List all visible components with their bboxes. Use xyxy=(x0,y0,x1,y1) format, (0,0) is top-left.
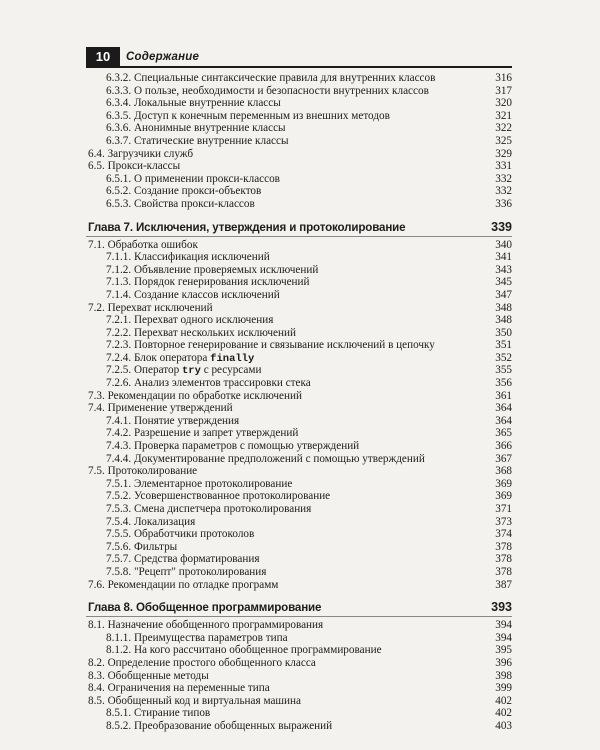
entry-page: 340 xyxy=(495,238,512,251)
entry-page: 398 xyxy=(495,669,512,682)
entry-page: 355 xyxy=(495,364,512,377)
entry-title: 8.5.1. Стирание типов xyxy=(106,707,211,720)
entry-title: 7.6. Рекомендации по отладке программ xyxy=(88,578,279,591)
entry-page: 321 xyxy=(495,109,512,122)
entry-title: 7.2. Перехват исключений xyxy=(88,301,213,314)
entry-page: 378 xyxy=(495,540,512,553)
toc-entry xyxy=(86,85,512,98)
entry-title: 6.5.3. Свойства прокси-классов xyxy=(106,197,255,210)
toc-entry xyxy=(86,682,512,695)
entry-title xyxy=(106,364,261,378)
toc-entry xyxy=(86,276,512,289)
entry-title: 8.5.2. Преобразование обобщенных выражений xyxy=(106,719,333,732)
toc-entry xyxy=(86,339,512,352)
entry-page: 402 xyxy=(495,694,512,707)
entry-title: 6.5.1. О применении прокси-классов xyxy=(106,172,280,185)
toc-entry xyxy=(86,579,512,592)
entry-title: 8.4. Ограничения на переменные типа xyxy=(88,682,270,695)
entry-title: 7.5.7. Средства форматирования xyxy=(106,553,260,566)
header-rule xyxy=(86,66,512,68)
entry-page: 394 xyxy=(495,619,512,632)
entry-page: 361 xyxy=(495,389,512,402)
entry-title: 6.5. Прокси-классы xyxy=(88,160,181,173)
entry-page: 322 xyxy=(495,122,512,135)
toc-entry xyxy=(86,198,512,211)
entry-title: 7.5.3. Смена диспетчера протоколирования xyxy=(106,503,312,515)
page-header xyxy=(86,47,512,67)
toc-entry xyxy=(86,490,512,503)
entry-title: 7.5.4. Локализация xyxy=(106,515,196,528)
entry-title-text: 7.2.4. Блок оператора xyxy=(106,351,211,364)
entry-page: 332 xyxy=(495,172,512,185)
entry-page: 352 xyxy=(495,351,512,364)
toc-entry xyxy=(86,302,512,315)
toc-entry xyxy=(86,644,512,657)
toc-entry xyxy=(86,135,512,148)
entry-page: 316 xyxy=(495,72,512,84)
toc-entry xyxy=(86,528,512,541)
entry-title: 6.3.5. Доступ к конечным переменным из внешних методов xyxy=(106,109,390,122)
entry-page: 347 xyxy=(495,288,512,301)
entry-title: 7.2.1. Перехват одного исключения xyxy=(106,314,274,327)
entry-title: 7.4.2. Разрешение и запрет утверждений xyxy=(106,427,299,440)
chapter-title: Глава 7. Исключения, утверждения и протоколирование xyxy=(88,220,406,234)
entry-title: 6.3.7. Статические внутренние классы xyxy=(106,134,289,147)
entry-page: 374 xyxy=(495,528,512,541)
toc-entry xyxy=(86,122,512,135)
entry-title: 7.5.8. "Рецепт" протоколирования xyxy=(106,565,267,578)
entry-page: 343 xyxy=(495,263,512,276)
toc-entry xyxy=(86,566,512,579)
entry-title: 8.1.2. На кого рассчитано обобщенное программирование xyxy=(106,644,382,657)
toc-entry xyxy=(86,97,512,110)
entry-title: 7.5.6. Фильтры xyxy=(106,540,178,553)
toc-entry xyxy=(86,427,512,440)
toc-entry xyxy=(86,72,512,85)
entry-title: 7.5.2. Усовершенствованное протоколирование xyxy=(106,490,331,503)
toc-group xyxy=(86,239,512,592)
entry-page: 348 xyxy=(495,314,512,327)
toc-entry xyxy=(86,185,512,198)
entry-page: 366 xyxy=(495,440,512,453)
entry-title: 7.2.2. Перехват нескольких исключений xyxy=(106,326,296,339)
toc-entry xyxy=(86,364,512,377)
entry-page: 395 xyxy=(495,644,512,657)
entry-title: 7.4. Применение утверждений xyxy=(88,402,233,415)
chapter-heading xyxy=(86,214,512,237)
entry-page: 350 xyxy=(495,326,512,339)
entry-title: 8.2. Определение простого обобщенного класса xyxy=(88,656,316,669)
toc-entry xyxy=(86,314,512,327)
entry-title: 7.2.6. Анализ элементов трассировки стека xyxy=(106,377,311,390)
entry-page: 336 xyxy=(495,197,512,210)
entry-page: 356 xyxy=(495,377,512,390)
entry-page: 367 xyxy=(495,452,512,465)
entry-title: 7.1.3. Порядок генерирования исключений xyxy=(106,276,310,289)
entry-title: 7.1.4. Создание классов исключений xyxy=(106,288,280,301)
entry-page: 341 xyxy=(495,251,512,264)
entry-page: 365 xyxy=(495,427,512,440)
toc-group xyxy=(86,619,512,732)
entry-page: 317 xyxy=(495,84,512,97)
toc-entry xyxy=(86,110,512,123)
toc-entry xyxy=(86,377,512,390)
entry-title: 7.2.3. Повторное генерирование и связывание исключений в цепочку xyxy=(106,339,435,352)
entry-title: 8.1. Назначение обобщенного программирования xyxy=(88,619,324,632)
entry-page: 364 xyxy=(495,414,512,427)
running-title: Содержание xyxy=(126,51,200,63)
entry-title: 6.3.6. Анонимные внутренние классы xyxy=(106,122,286,135)
toc-entry xyxy=(86,148,512,161)
toc-entry xyxy=(86,264,512,277)
entry-title: 7.5.1. Элементарное протоколирование xyxy=(106,477,293,490)
entry-title xyxy=(106,352,254,366)
toc-entry xyxy=(86,289,512,302)
entry-page: 325 xyxy=(495,134,512,147)
entry-page: 368 xyxy=(495,465,512,478)
toc-entry xyxy=(86,327,512,340)
entry-page: 369 xyxy=(495,477,512,490)
toc-entry xyxy=(86,541,512,554)
entry-title: 7.1.1. Классификация исключений xyxy=(106,251,270,264)
code-keyword: try xyxy=(182,365,201,378)
entry-page: 331 xyxy=(495,160,512,173)
entry-page: 402 xyxy=(495,707,512,720)
entry-page: 364 xyxy=(495,402,512,415)
entry-title: 8.1.1. Преимущества параметров типа xyxy=(106,631,288,644)
entry-title: 6.5.2. Создание прокси-объектов xyxy=(106,185,262,198)
entry-title: 7.4.3. Проверка параметров с помощью утверждений xyxy=(106,440,360,453)
entry-title: 8.5. Обобщенный код и виртуальная машина xyxy=(88,694,301,707)
entry-page: 320 xyxy=(495,97,512,110)
entry-page: 394 xyxy=(495,631,512,644)
entry-page: 387 xyxy=(495,578,512,591)
entry-page: 373 xyxy=(495,515,512,528)
entry-page: 403 xyxy=(495,719,512,732)
toc-entry xyxy=(86,503,512,516)
chapter-page: 339 xyxy=(491,219,512,234)
entry-page: 371 xyxy=(495,503,512,515)
entry-title: 6.3.4. Локальные внутренние классы xyxy=(106,97,281,110)
toc-entry xyxy=(86,707,512,720)
entry-title: 7.1.2. Объявление проверяемых исключений xyxy=(106,263,319,276)
toc-entry xyxy=(86,553,512,566)
entry-page: 351 xyxy=(495,339,512,352)
entry-page: 399 xyxy=(495,682,512,695)
entry-page: 396 xyxy=(495,656,512,669)
entry-title: 7.5. Протоколирование xyxy=(88,465,198,478)
entry-title: 6.3.2. Специальные синтаксические правила для внутренних классов xyxy=(106,72,436,84)
toc-entry xyxy=(86,160,512,173)
toc-entry xyxy=(86,239,512,252)
toc-entry xyxy=(86,670,512,683)
toc-entry xyxy=(86,695,512,708)
entry-title: 7.3. Рекомендации по обработке исключений xyxy=(88,389,302,402)
toc-entry xyxy=(86,173,512,186)
entry-title-text: с ресурсами xyxy=(200,364,262,377)
toc-entry xyxy=(86,465,512,478)
entry-title: 8.3. Обобщенные методы xyxy=(88,669,209,682)
toc-entry xyxy=(86,632,512,645)
entry-page: 345 xyxy=(495,276,512,289)
toc-entry xyxy=(86,453,512,466)
entry-page: 332 xyxy=(495,185,512,198)
toc-entry xyxy=(86,478,512,491)
toc-entry xyxy=(86,402,512,415)
entry-title-text: 7.2.5. Оператор xyxy=(106,364,182,377)
entry-page: 378 xyxy=(495,565,512,578)
entry-title: 7.4.4. Документирование предположений с помощью утверждений xyxy=(106,452,425,465)
toc-entry xyxy=(86,657,512,670)
entry-page: 348 xyxy=(495,301,512,314)
page-number: 10 xyxy=(86,47,120,67)
chapter-heading xyxy=(86,594,512,617)
toc-entry xyxy=(86,251,512,264)
toc-entry xyxy=(86,516,512,529)
entry-page: 329 xyxy=(495,147,512,160)
entry-title: 7.1. Обработка ошибок xyxy=(88,238,198,251)
toc-entry xyxy=(86,390,512,403)
table-of-contents xyxy=(86,72,512,733)
code-keyword: finally xyxy=(210,352,255,365)
entry-title: 7.5.5. Обработчики протоколов xyxy=(106,528,255,541)
entry-page: 378 xyxy=(495,553,512,566)
toc-entry xyxy=(86,720,512,733)
toc-entry xyxy=(86,440,512,453)
chapter-title: Глава 8. Обобщенное программирование xyxy=(88,601,322,615)
chapter-page: 393 xyxy=(491,600,512,615)
entry-page: 369 xyxy=(495,490,512,503)
entry-title: 6.4. Загрузчики служб xyxy=(88,147,194,160)
toc-group xyxy=(86,72,512,211)
toc-entry xyxy=(86,352,512,365)
toc-entry xyxy=(86,415,512,428)
entry-title: 6.3.3. О пользе, необходимости и безопасности внутренних классов xyxy=(106,84,429,97)
entry-title: 7.4.1. Понятие утверждения xyxy=(106,414,240,427)
toc-entry xyxy=(86,619,512,632)
